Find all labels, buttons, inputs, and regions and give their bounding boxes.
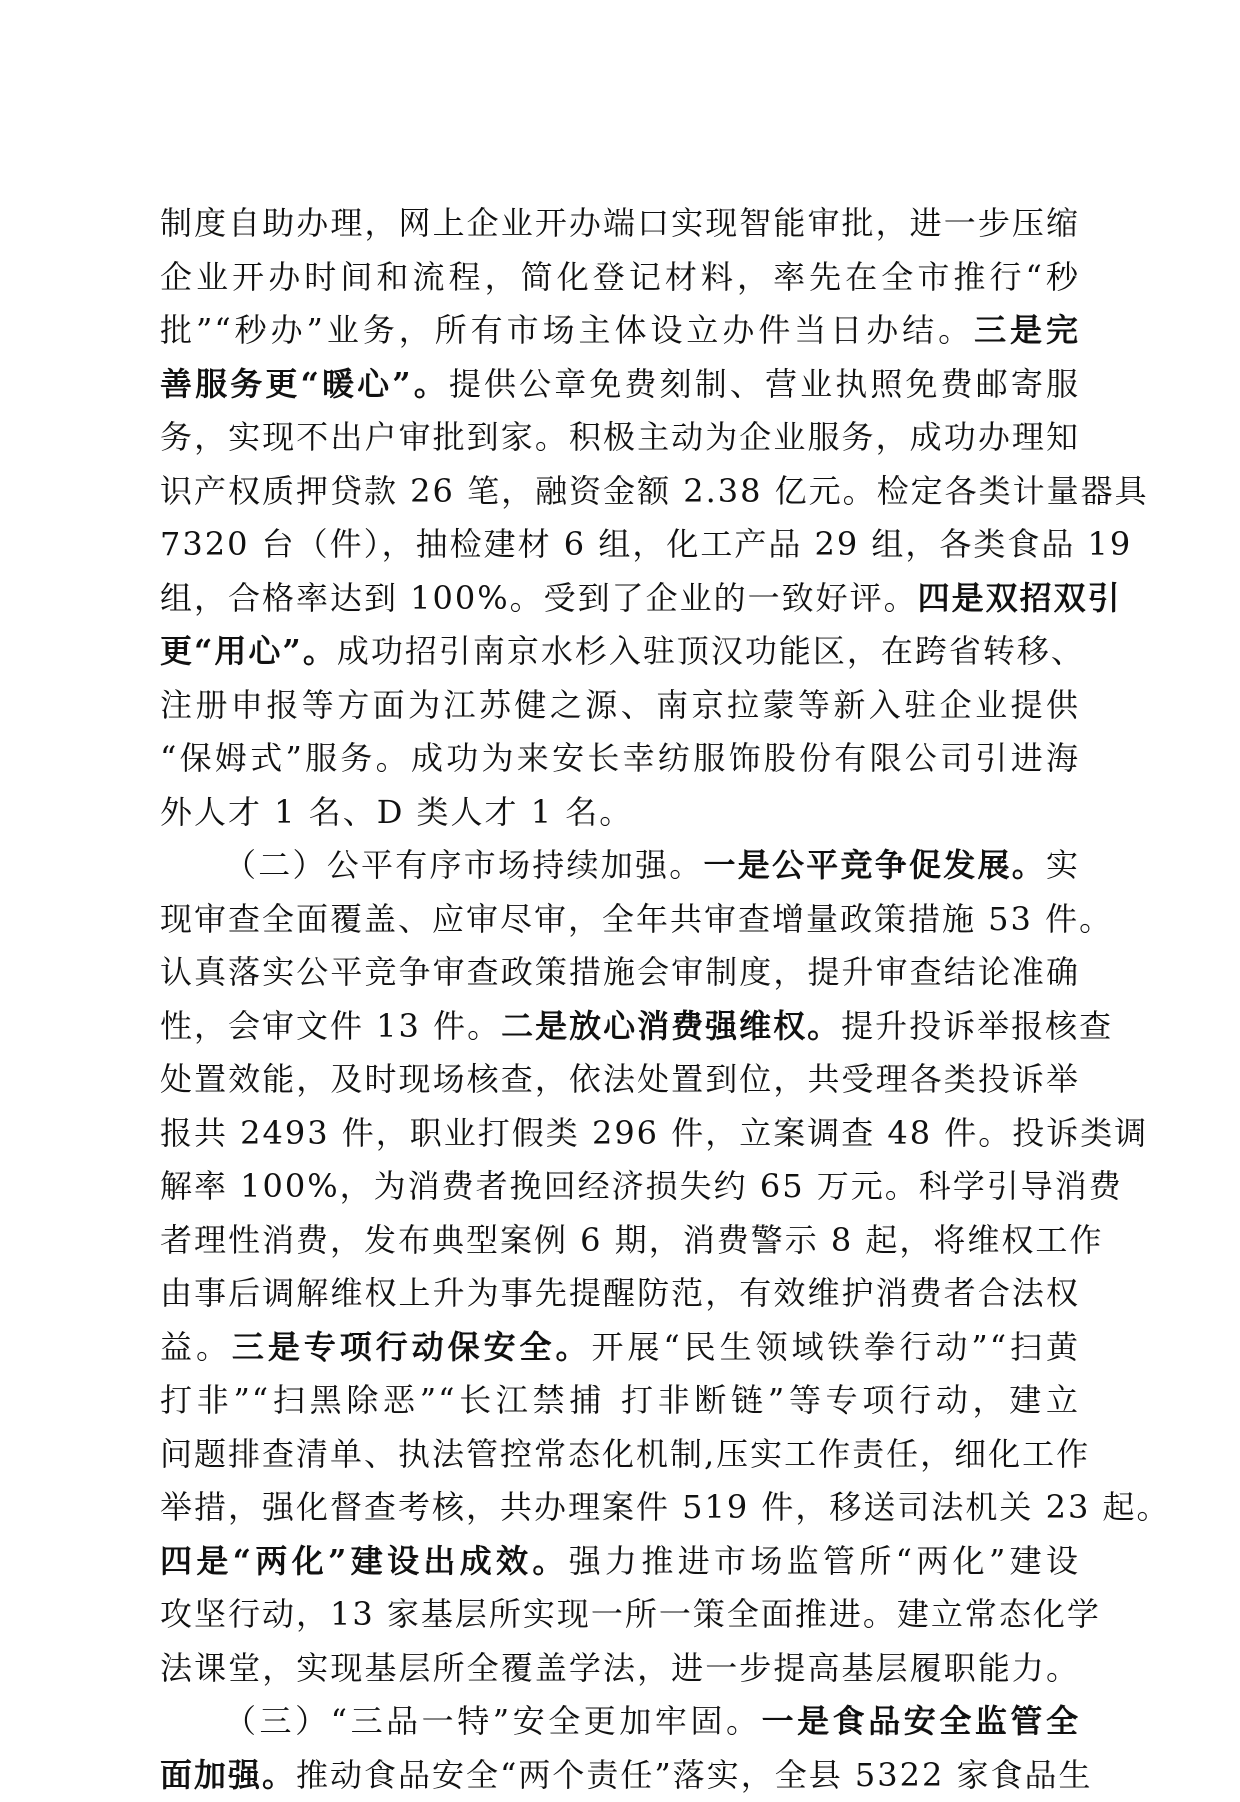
- text-segment: （二）公平有序市场持续加强。: [224, 846, 703, 884]
- text-line: [160, 786, 1080, 840]
- text-line: [160, 197, 1080, 251]
- text-segment: 法课堂，实现基层所全覆盖学法，进一步提高基层履职能力。: [160, 1649, 1080, 1687]
- bold-heading-segment: 一是公平竞争促发展。: [703, 846, 1045, 884]
- text-segment: 处置效能，及时现场核查，依法处置到位，共受理各类投诉举: [160, 1060, 1080, 1098]
- text-line: [160, 732, 1080, 786]
- text-line: [160, 1535, 1080, 1589]
- text-line: [160, 1642, 1080, 1696]
- text-line: [160, 1053, 1080, 1107]
- text-segment: （三）“三品一特”安全更加牢固。: [224, 1702, 762, 1740]
- text-segment: 强力推进市场监管所“两化”建设: [569, 1542, 1080, 1580]
- text-segment: 务，实现不出户审批到家。积极主动为企业服务，成功办理知: [160, 418, 1080, 456]
- bold-heading-segment: 面加强。: [160, 1756, 296, 1794]
- text-line: [160, 1481, 1080, 1535]
- text-line: [160, 304, 1080, 358]
- text-line: [160, 518, 1080, 572]
- text-segment: 解率 100%，为消费者挽回经济损失约 65 万元。科学引导消费: [160, 1167, 1123, 1205]
- text-line: [160, 893, 1080, 947]
- text-line: [160, 1160, 1080, 1214]
- text-line: [160, 1267, 1080, 1321]
- text-line: [160, 465, 1080, 519]
- text-segment: 攻坚行动，13 家基层所实现一所一策全面推进。建立常态化学: [160, 1595, 1101, 1633]
- text-segment: 实: [1046, 846, 1080, 884]
- bold-heading-segment: 善服务更“暖心”。: [160, 365, 449, 403]
- text-line: [160, 1588, 1080, 1642]
- text-segment: 推动食品安全“两个责任”落实，全县 5322 家食品生: [296, 1756, 1093, 1794]
- text-segment: 由事后调解维权上升为事先提醒防范，有效维护消费者合法权: [160, 1274, 1080, 1312]
- text-segment: 打非”“扫黑除恶”“长江禁捕 打非断链”等专项行动，建立: [160, 1381, 1080, 1419]
- bold-heading-segment: 更“用心”。: [160, 632, 337, 670]
- text-line: [160, 358, 1080, 412]
- text-line: [160, 1749, 1080, 1802]
- text-line: [160, 1214, 1080, 1268]
- bold-heading-segment: 三是专项行动保安全。: [232, 1328, 592, 1366]
- text-segment: 企业开办时间和流程，简化登记材料，率先在全市推行“秒: [160, 258, 1080, 296]
- text-line: [160, 1000, 1080, 1054]
- text-segment: 开展“民生领域铁拳行动”“扫黄: [591, 1328, 1080, 1366]
- text-segment: 提供公章免费刻制、营业执照免费邮寄服: [449, 365, 1080, 403]
- text-segment: 认真落实公平竞争审查政策措施会审制度，提升审查结论准确: [160, 953, 1080, 991]
- text-segment: 益。: [160, 1328, 232, 1366]
- bold-heading-segment: 一是食品安全监管全: [762, 1702, 1080, 1740]
- text-segment: 注册申报等方面为江苏健之源、南京拉蒙等新入驻企业提供: [160, 686, 1080, 724]
- bold-heading-segment: 二是放心消费强维权。: [501, 1007, 841, 1045]
- text-segment: 报共 2493 件，职业打假类 296 件，立案调查 48 件。投诉类调: [160, 1114, 1148, 1152]
- text-segment: 批”“秒办”业务，所有市场主体设立办件当日办结。: [160, 311, 974, 349]
- text-segment: 外人才 1 名、D 类人才 1 名。: [160, 793, 633, 831]
- text-segment: 组，合格率达到 100%。受到了企业的一致好评。: [160, 579, 918, 617]
- text-segment: 成功招引南京水杉入驻顶汉功能区，在跨省转移、: [337, 632, 1085, 670]
- text-line: [160, 839, 1080, 893]
- text-segment: 现审查全面覆盖、应审尽审，全年共审查增量政策措施 53 件。: [160, 900, 1113, 938]
- bold-heading-segment: 四是双招双引: [918, 579, 1122, 617]
- text-line: [160, 1107, 1080, 1161]
- text-segment: 举措，强化督查考核，共办理案件 519 件，移送司法机关 23 起。: [160, 1488, 1171, 1526]
- bold-heading-segment: 三是完: [974, 311, 1080, 349]
- text-line: [160, 679, 1080, 733]
- text-segment: 制度自助办理，网上企业开办端口实现智能审批，进一步压缩: [160, 204, 1080, 242]
- text-segment: “保姆式”服务。成功为来安长幸纺服饰股份有限公司引进海: [160, 739, 1080, 777]
- text-segment: 性，会审文件 13 件。: [160, 1007, 501, 1045]
- text-segment: 7320 台（件），抽检建材 6 组，化工产品 29 组，各类食品 19: [160, 525, 1132, 563]
- text-line: [160, 251, 1080, 305]
- body-text: [160, 197, 1080, 1802]
- text-line: [160, 572, 1080, 626]
- text-segment: 者理性消费，发布典型案例 6 期，消费警示 8 起，将维权工作: [160, 1221, 1103, 1259]
- text-segment: 识产权质押贷款 26 笔，融资金额 2.38 亿元。检定各类计量器具: [160, 472, 1149, 510]
- text-line: [160, 1428, 1080, 1482]
- text-line: [160, 411, 1080, 465]
- text-line: [160, 1374, 1080, 1428]
- text-line: [160, 625, 1080, 679]
- text-segment: 问题排查清单、执法管控常态化机制,压实工作责任，细化工作: [160, 1435, 1090, 1473]
- text-line: [160, 946, 1080, 1000]
- text-line: [160, 1695, 1080, 1749]
- bold-heading-segment: 四是“两化”建设出成效。: [160, 1542, 569, 1580]
- text-line: [160, 1321, 1080, 1375]
- text-segment: 提升投诉举报核查: [841, 1007, 1113, 1045]
